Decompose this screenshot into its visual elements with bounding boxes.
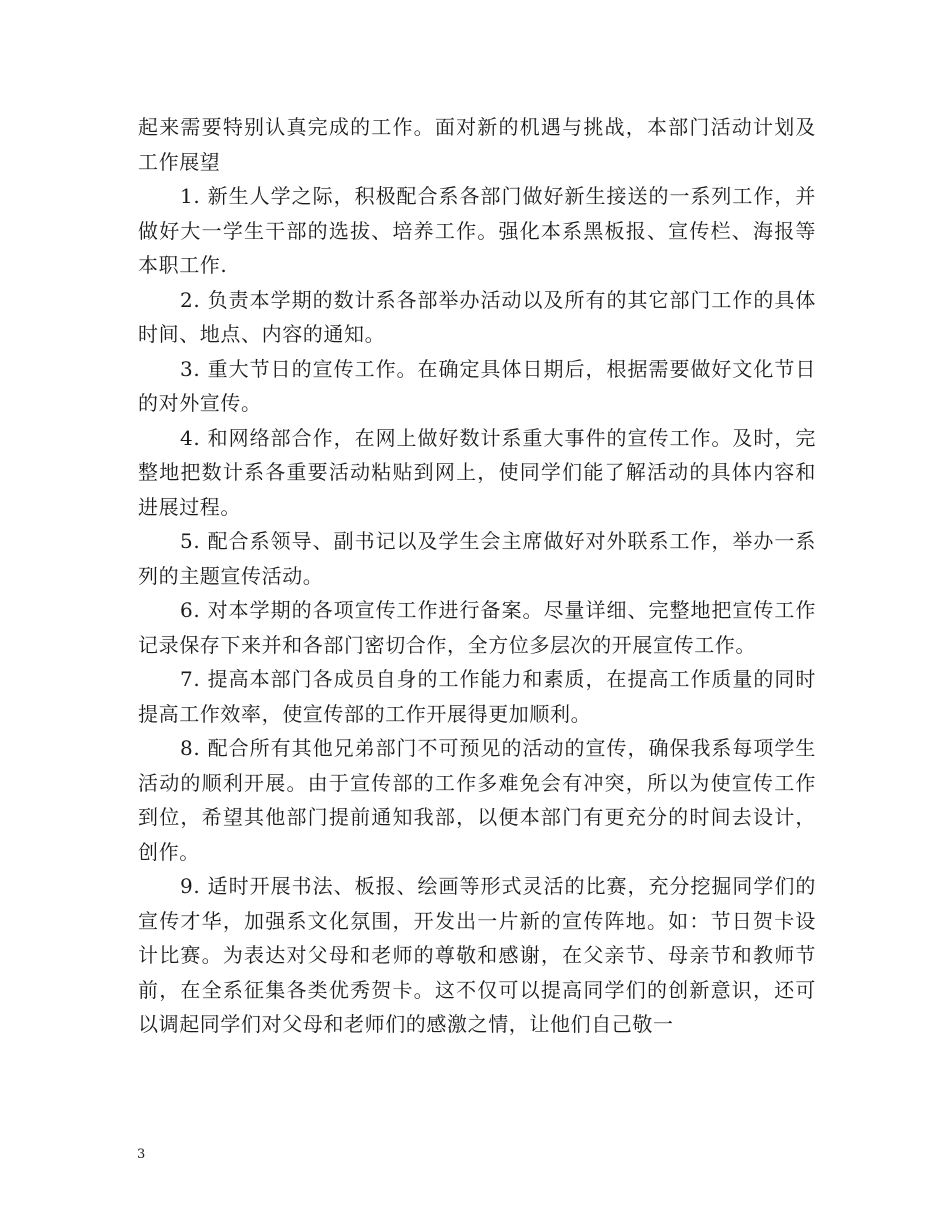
list-item-9: 9. 适时开展书法、板报、绘画等形式灵活的比赛，充分挖掘同学们的宣传才华，加强系文化氛围，开发出一片新的宣传阵地。如：节日贺卡设计比赛。为表达对父母和老师的尊敬和感谢，在父亲节、母亲节和教师节前，在全系征集各类优秀贺卡。这不仅可以提高同学们的创新意识，还可以调起同学们对父母和老师们的感激之情，让他们自己敬一 [138,874,816,1036]
page-number: 3 [137,1147,146,1162]
list-item-3: 3. 重大节日的宣传工作。在确定具体日期后，根据需要做好文化节日的对外宣传。 [138,356,816,415]
list-item-4: 4. 和网络部合作，在网上做好数计系重大事件的宣传工作。及时，完整地把数计系各重要活动粘贴到网上，使同学们能了解活动的具体内容和进展过程。 [138,425,816,519]
intro-paragraph: 起来需要特别认真完成的工作。面对新的机遇与挑战，本部门活动计划及工作展望 [138,115,816,174]
list-item-7: 7. 提高本部门各成员自身的工作能力和素质，在提高工作质量的同时提高工作效率，使宣传部的工作开展得更加顺利。 [138,667,816,726]
list-item-1: 1. 新生人学之际，积极配合系各部门做好新生接送的一系列工作，并做好大一学生干部的选拔、培养工作。强化本系黑板报、宣传栏、海报等本职工作. [138,184,816,277]
list-item-2: 2. 负责本学期的数计系各部举办活动以及所有的其它部门工作的具体时间、地点、内容的通知。 [138,287,816,346]
document-body [138,110,816,1042]
list-item-6: 6. 对本学期的各项宣传工作进行备案。尽量详细、完整地把宣传工作记录保存下来并和各部门密切合作，全方位多层次的开展宣传工作。 [138,598,816,657]
list-item-5: 5. 配合系领导、副书记以及学生会主席做好对外联系工作，举办一系列的主题宣传活动。 [138,529,816,588]
list-item-8: 8. 配合所有其他兄弟部门不可预见的活动的宣传，确保我系每项学生活动的顺利开展。由于宣传部的工作多难免会有冲突，所以为使宣传工作到位，希望其他部门提前通知我部，以便本部门有更充分的时间去设计，创作。 [138,736,816,864]
